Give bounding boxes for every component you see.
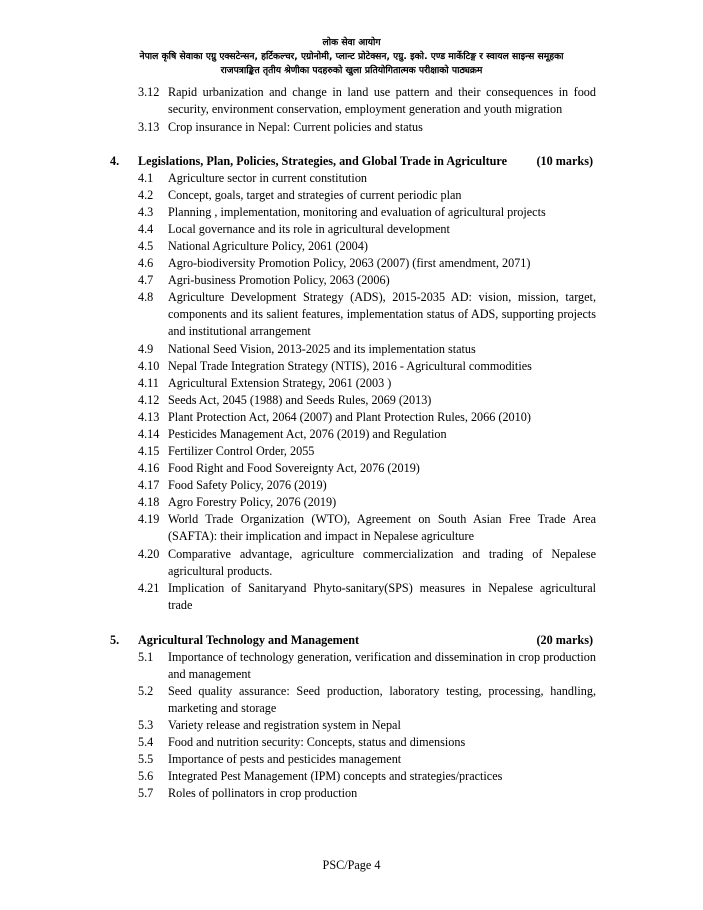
item-number: 4.14 [138, 427, 160, 441]
item-text: Food and nutrition security: Concepts, status and dimensions [168, 735, 466, 749]
item-text: Seeds Act, 2045 (1988) and Seeds Rules, 2069 (2013) [168, 393, 432, 407]
item-number: 4.1 [138, 171, 154, 185]
section-title: Legislations, Plan, Policies, Strategies, and Global Trade in Agriculture [138, 154, 508, 168]
item-text: Seed quality assurance: Seed production, laboratory testing, processing, handling, marketing and storage [168, 684, 596, 715]
item-number: 4.21 [138, 581, 160, 595]
item-number: 4.11 [138, 376, 159, 390]
item-text: Plant Protection Act, 2064 (2007) and Plant Protection Rules, 2066 (2010) [168, 410, 531, 424]
list-item [0, 341, 703, 359]
item-number: 4.17 [138, 478, 160, 492]
item-text: Implication of Sanitaryand Phyto-sanitary(SPS) measures in Nepalese agricultural trade [168, 581, 596, 612]
item-number: 4.12 [138, 393, 160, 407]
item-text: Agro-biodiversity Promotion Policy, 2063 (2007) (first amendment, 2071) [168, 256, 531, 270]
item-number: 5.5 [138, 752, 154, 766]
item-number: 4.6 [138, 256, 154, 270]
item-text: Agri-business Promotion Policy, 2063 (2006) [168, 273, 390, 287]
item-text: Concept, goals, target and strategies of current periodic plan [168, 188, 462, 202]
section-title: Agricultural Technology and Management [138, 633, 360, 647]
list-item [0, 683, 703, 715]
list-item [0, 751, 703, 769]
list-item [0, 170, 703, 188]
item-text: Local governance and its role in agricultural development [168, 222, 450, 236]
item-number: 4.5 [138, 239, 154, 253]
item-text: Food Safety Policy, 2076 (2019) [168, 478, 327, 492]
document-header [100, 36, 603, 78]
item-text: Agriculture Development Strategy (ADS), 2015-2035 AD: vision, mission, target, components and its salient features, implementation status of ADS, supporting projects and institutional arrangement [168, 290, 596, 338]
list-item [0, 546, 703, 578]
item-number: 5.7 [138, 786, 154, 800]
item-text: World Trade Organization (WTO), Agreement on South Asian Free Trade Area (SAFTA): their implication and impact in Nepalese agriculture [168, 512, 596, 543]
section-heading [0, 153, 703, 171]
list-item [0, 768, 703, 786]
item-number: 4.2 [138, 188, 154, 202]
item-text: National Agriculture Policy, 2061 (2004) [168, 239, 368, 253]
list-item [0, 392, 703, 410]
list-item [0, 358, 703, 376]
item-number: 5.1 [138, 650, 154, 664]
item-text: Nepal Trade Integration Strategy (NTIS), 2016 - Agricultural commodities [168, 359, 532, 373]
section-marks: (20 marks) [536, 633, 593, 647]
section-heading [0, 632, 703, 650]
section-number: 5. [110, 633, 120, 647]
item-number: 5.4 [138, 735, 154, 749]
item-text: Roles of pollinators in crop production [168, 786, 358, 800]
item-number: 4.9 [138, 342, 154, 356]
section-number: 4. [110, 154, 120, 168]
item-text: Crop insurance in Nepal: Current policies and status [168, 120, 423, 134]
item-text: Importance of pests and pesticides management [168, 752, 402, 766]
list-item [0, 511, 703, 543]
item-number: 4.20 [138, 547, 160, 561]
item-number: 4.16 [138, 461, 160, 475]
item-number: 4.19 [138, 512, 160, 526]
list-item [0, 734, 703, 752]
header-service-groups: नेपाल कृषि सेवाका एग्रु एक्सटेन्सन, हर्टिकल्चर, एग्रोनोमी, प्लान्ट प्रोटेक्सन, एग्रु. इको. एण्ड मार्केटिङ्ग र स्वायल साइन्स समूहका [139, 51, 564, 62]
header-exam-title: राजपत्राङ्कित तृतीय श्रेणीका पदहरुको खुला प्रतियोगितात्मक परीक्षाको पाठ्यक्रम [220, 65, 483, 76]
item-number: 4.8 [138, 290, 154, 304]
list-item [0, 649, 703, 681]
item-text: Rapid urbanization and change in land use pattern and their consequences in food security, environment conservation, employment generation and youth migration [168, 85, 596, 116]
list-item [0, 785, 703, 803]
list-item [0, 409, 703, 427]
list-item [0, 443, 703, 461]
list-item [0, 289, 703, 338]
header-commission-name: लोक सेवा आयोग [322, 37, 381, 48]
item-number: 4.15 [138, 444, 160, 458]
list-item [0, 238, 703, 256]
item-number: 4.13 [138, 410, 160, 424]
item-text: Agro Forestry Policy, 2076 (2019) [168, 495, 337, 509]
item-number: 3.12 [138, 85, 160, 99]
list-item [0, 580, 703, 612]
item-number: 4.7 [138, 273, 154, 287]
item-text: Agricultural Extension Strategy, 2061 (2003 ) [168, 376, 392, 390]
item-text: Comparative advantage, agriculture commercialization and trading of Nepalese agricultural products. [168, 547, 596, 578]
item-number: 4.4 [138, 222, 154, 236]
item-text: Integrated Pest Management (IPM) concepts and strategies/practices [168, 769, 503, 783]
list-item [0, 204, 703, 222]
list-item [0, 272, 703, 290]
list-item [0, 187, 703, 205]
item-text: National Seed Vision, 2013-2025 and its implementation status [168, 342, 476, 356]
item-number: 4.10 [138, 359, 160, 373]
list-item [0, 375, 703, 393]
item-number: 3.13 [138, 120, 160, 134]
list-item [0, 84, 703, 116]
item-text: Agriculture sector in current constitution [168, 171, 368, 185]
item-number: 4.3 [138, 205, 154, 219]
item-text: Importance of technology generation, verification and dissemination in crop production and management [168, 650, 596, 681]
item-text: Food Right and Food Sovereignty Act, 2076 (2019) [168, 461, 420, 475]
item-number: 5.6 [138, 769, 154, 783]
list-item [0, 494, 703, 512]
item-text: Variety release and registration system in Nepal [168, 718, 401, 732]
list-item [0, 221, 703, 239]
page-number: PSC/Page 4 [322, 858, 381, 872]
list-item [0, 717, 703, 735]
list-item [0, 255, 703, 273]
item-text: Pesticides Management Act, 2076 (2019) and Regulation [168, 427, 447, 441]
section-marks: (10 marks) [536, 154, 593, 168]
list-item [0, 477, 703, 495]
item-text: Planning , implementation, monitoring and evaluation of agricultural projects [168, 205, 546, 219]
item-number: 5.3 [138, 718, 154, 732]
item-text: Fertilizer Control Order, 2055 [168, 444, 315, 458]
item-number: 5.2 [138, 684, 154, 698]
item-number: 4.18 [138, 495, 160, 509]
list-item [0, 119, 703, 137]
list-item [0, 460, 703, 478]
list-item [0, 426, 703, 444]
